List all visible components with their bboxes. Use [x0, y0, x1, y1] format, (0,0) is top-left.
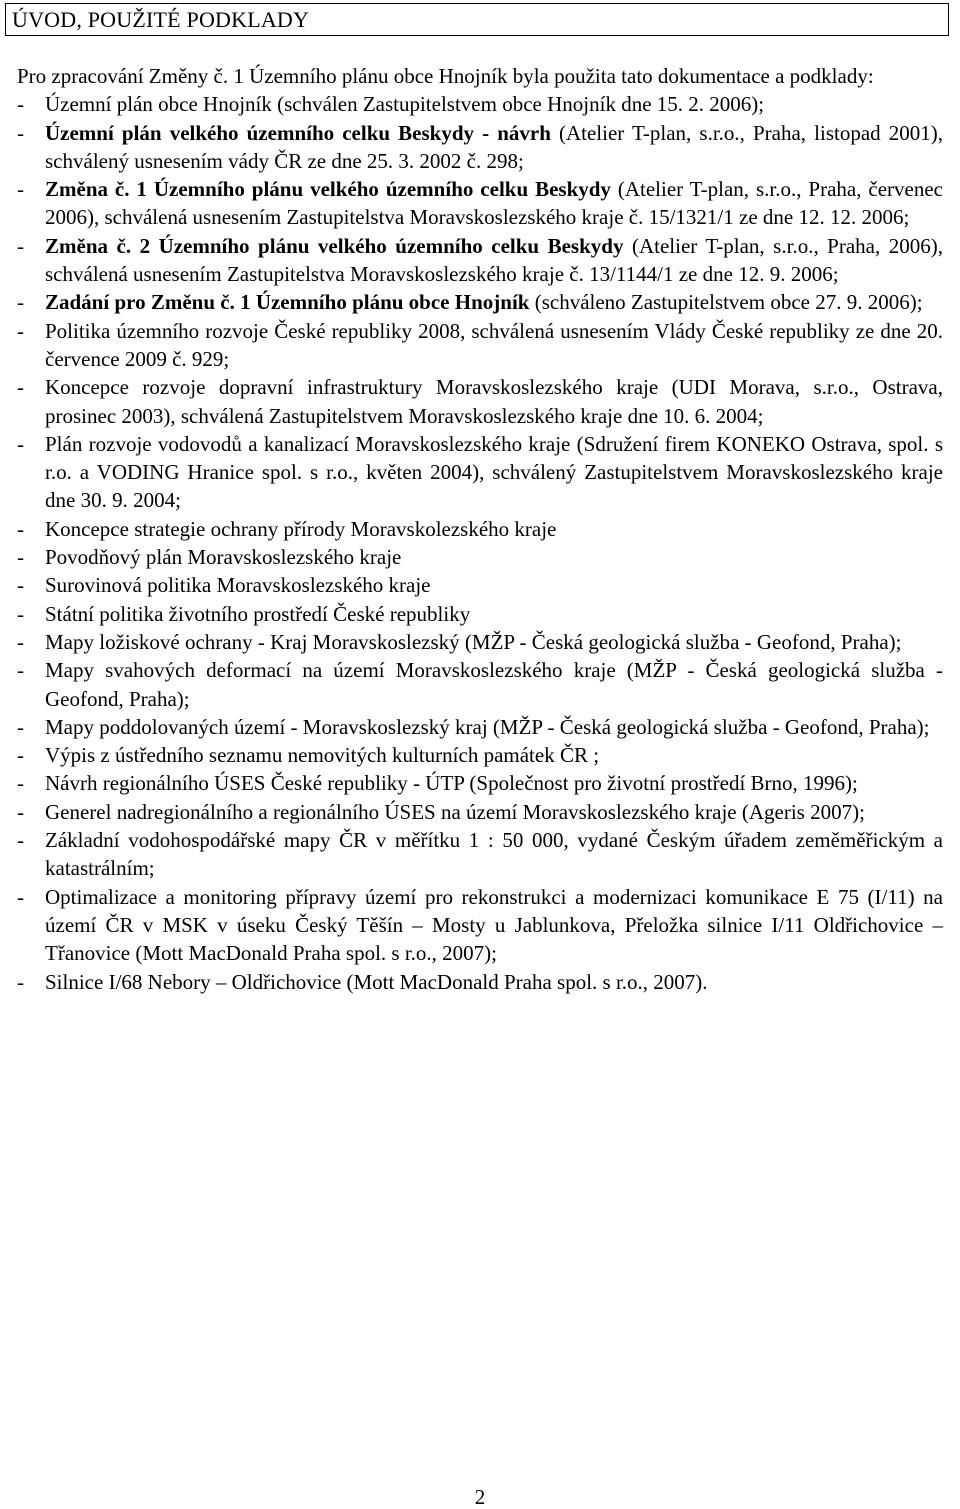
list-dash: - — [17, 92, 24, 117]
list-dash: - — [17, 714, 24, 739]
list-dash: - — [17, 233, 24, 258]
source-text: (schváleno Zastupitelstvem obce 27. 9. 2006); — [529, 290, 923, 315]
source-list-item — [17, 600, 943, 628]
source-list-item — [17, 656, 943, 713]
section-heading — [5, 3, 949, 36]
list-dash: - — [17, 743, 24, 768]
source-list-item — [17, 968, 943, 996]
source-text: Silnice I/68 Nebory – Oldřichovice (Mott MacDonald Praha spol. s r.o., 2007). — [45, 969, 708, 994]
source-text: (Atelier T-plan, s.r.o., Praha, listopad 2001), schválený usnesením vády ČR ze dne 25. 3. 2002 č. 298; — [45, 120, 943, 173]
list-dash: - — [17, 629, 24, 654]
source-text: (Atelier T-plan, s.r.o., Praha, 2006), schválená usnesením Zastupitelstva Moravskoslezského kraje č. 13/1144/1 ze dne 12. 9. 2006; — [45, 233, 943, 287]
list-dash: - — [17, 658, 24, 683]
list-dash: - — [17, 431, 24, 456]
source-list-item — [17, 543, 943, 571]
list-dash: - — [17, 375, 24, 400]
list-dash: - — [17, 120, 24, 145]
source-list-item — [17, 713, 943, 741]
list-dash: - — [17, 601, 24, 626]
source-text: Výpis z ústředního seznamu nemovitých kulturních památek ČR ; — [45, 743, 600, 768]
list-dash: - — [17, 771, 24, 796]
source-text: Základní vodohospodářské mapy ČR v měřítku 1 : 50 000, vydané Českým úřadem zeměměřickým a katastrálním; — [45, 828, 943, 881]
source-text: Koncepce rozvoje dopravní infrastruktury Moravskoslezského kraje (UDI Morava, s.r.o., Ostrava, prosinec 2003), schválená Zastupitelstvem Moravskoslezského kraje dne 10. 6. 2004; — [45, 375, 943, 428]
source-title-bold: Územní plán velkého územního celku Beskydy - návrh — [45, 120, 551, 145]
source-text: Politika územního rozvoje České republiky 2008, schválená usnesením Vlády České republiky ze dne 20. července 2009 č. 929; — [45, 318, 943, 371]
source-list-item — [17, 317, 943, 374]
source-list-item — [17, 769, 943, 797]
source-title-bold: Zadání pro Změnu č. 1 Územního plánu obce Hnojník — [45, 290, 530, 315]
source-list-item — [17, 373, 943, 430]
list-dash: - — [17, 799, 24, 824]
source-title-bold: Změna č. 2 Územního plánu velkého územního celku Beskydy — [45, 233, 624, 258]
source-text: Státní politika životního prostředí České republiky — [45, 601, 471, 626]
list-dash: - — [17, 318, 24, 343]
source-text: Mapy ložiskové ochrany - Kraj Moravskoslezský (MŽP - Česká geologická služba - Geofond, Praha); — [45, 629, 902, 654]
source-list-item — [17, 798, 943, 826]
source-text: Plán rozvoje vodovodů a kanalizací Moravskoslezského kraje (Sdružení firem KONEKO Ostrava, spol. s r.o. a VODING Hranice spol. s r.o., květen 2004), schválený Zastupitelstvem Moravskoslezského kraje dne 30. 9. 2004; — [45, 431, 943, 513]
source-list-item — [17, 430, 943, 515]
source-list-item — [17, 119, 943, 176]
source-text: Návrh regionálního ÚSES České republiky - ÚTP (Společnost pro životní prostředí Brno, 1996); — [45, 771, 858, 796]
source-list-item — [17, 175, 943, 232]
intro-paragraph: Pro zpracování Změny č. 1 Územního plánu obce Hnojník byla použita tato dokumentace a podklady: — [17, 64, 874, 88]
list-dash: - — [17, 177, 24, 202]
source-text: Územní plán obce Hnojník (schválen Zastupitelstvem obce Hnojník dne 15. 2. 2006); — [45, 92, 765, 117]
list-dash: - — [17, 884, 24, 909]
source-text: Optimalizace a monitoring přípravy území pro rekonstrukci a modernizaci komunikace E 75 (I/11) na území ČR v MSK v úseku Český Těšín – Mosty u Jablunkova, Přeložka silnice I/11 Oldřichovice – Třanovice (Mott MacDonald Praha spol. s r.o., 2007); — [45, 884, 943, 966]
source-text: Mapy svahových deformací na území Moravskoslezského kraje (MŽP - Česká geologická služba - Geofond, Praha); — [45, 658, 943, 711]
page-number: 2 — [474, 1485, 486, 1509]
source-list-item — [17, 515, 943, 543]
list-dash: - — [17, 545, 24, 570]
source-text: Mapy poddolovaných území - Moravskoslezský kraj (MŽP - Česká geologická služba - Geofond, Praha); — [45, 714, 930, 739]
source-text: Koncepce strategie ochrany přírody Moravskolezského kraje — [45, 516, 557, 541]
source-list-item — [17, 90, 943, 118]
list-dash: - — [17, 573, 24, 598]
source-list — [17, 90, 943, 996]
source-list-item — [17, 883, 943, 968]
source-list-item — [17, 571, 943, 599]
list-dash: - — [17, 516, 24, 541]
source-title-bold: Změna č. 1 Územního plánu velkého územního celku Beskydy — [45, 177, 611, 202]
source-text: (Atelier T-plan, s.r.o., Praha, červenec 2006), schválená usnesením Zastupitelstva Moravskoslezského kraje č. 15/1321/1 ze dne 12. 12. 2006; — [45, 177, 943, 230]
source-text: Generel nadregionálního a regionálního ÚSES na území Moravskoslezského kraje (Ageris 2007); — [45, 799, 865, 824]
source-text: Surovinová politika Moravskoslezského kraje — [45, 573, 431, 598]
list-dash: - — [17, 828, 24, 853]
list-dash: - — [17, 969, 24, 994]
source-text: Povodňový plán Moravskoslezského kraje — [45, 545, 402, 570]
document-body — [17, 62, 943, 996]
section-heading-text: ÚVOD, POUŽITÉ PODKLADY — [12, 7, 310, 32]
source-list-item — [17, 628, 943, 656]
source-list-item — [17, 232, 943, 289]
source-list-item — [17, 826, 943, 883]
source-list-item — [17, 741, 943, 769]
list-dash: - — [17, 290, 24, 315]
source-list-item — [17, 288, 943, 316]
